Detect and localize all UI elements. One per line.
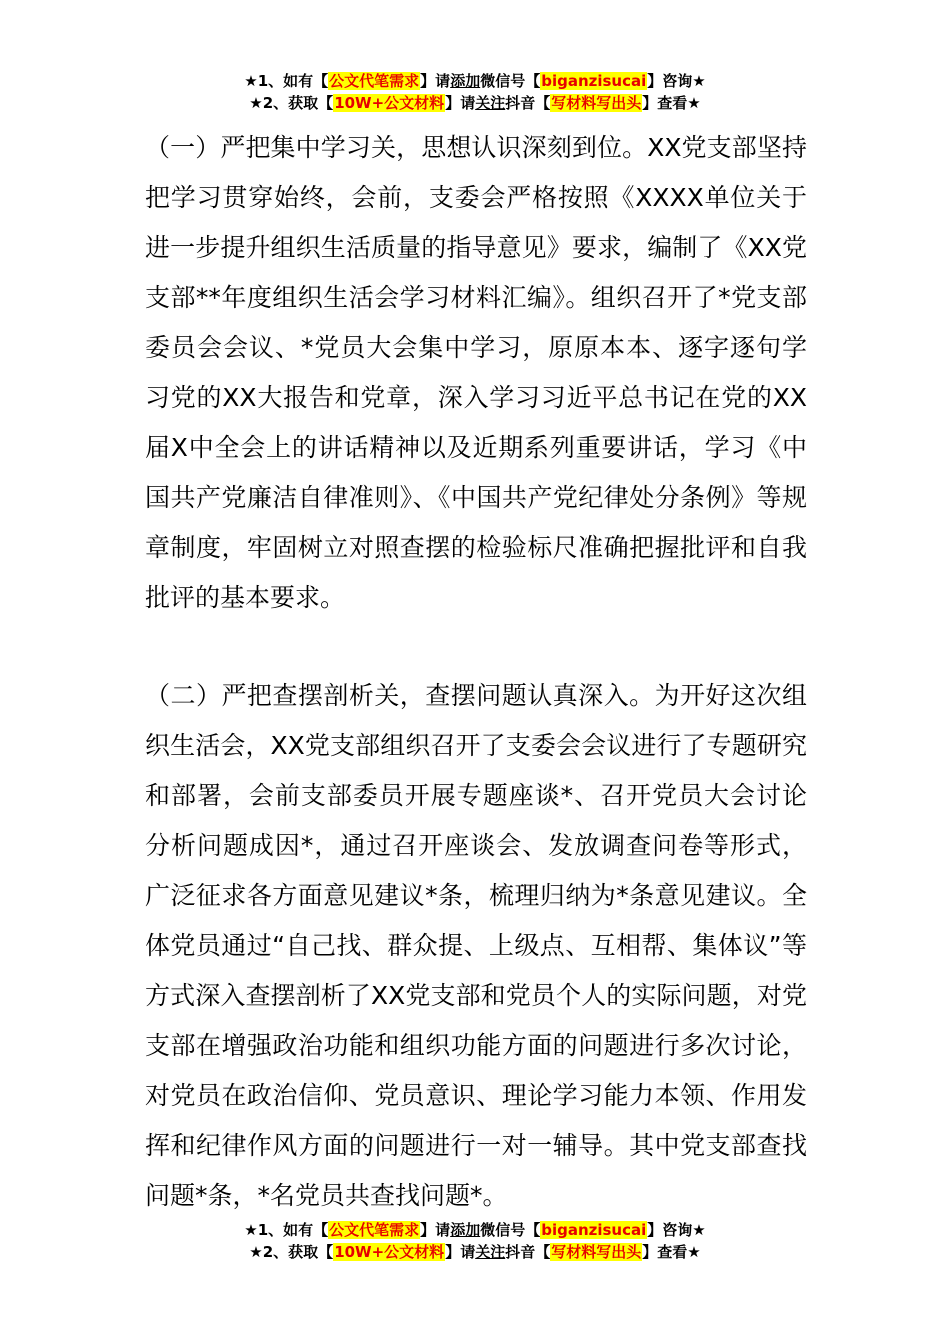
banner-text: 】咨询★	[647, 72, 706, 90]
header-banner	[0, 70, 950, 114]
banner-text: ★2、获取【	[249, 1243, 334, 1261]
banner-text: 】请	[420, 1221, 451, 1239]
banner-highlight: 公文代笔需求	[329, 72, 420, 90]
banner-text: 】咨询★	[647, 1221, 706, 1239]
banner-text: 微信号【	[480, 72, 541, 90]
document-body	[145, 123, 807, 1221]
banner-line-2	[0, 92, 950, 114]
banner-text: ★1、如有【	[244, 1221, 329, 1239]
banner-highlight: 公文代笔需求	[329, 1221, 420, 1239]
paragraph-2: （二）严把查摆剖析关，查摆问题认真深入。为开好这次组织生活会，XX党支部组织召开了支委会会议进行了专题研究和部署，会前支部委员开展专题座谈*、召开党员大会讨论分析问题成因*，通过召开座谈会、发放调查问卷等形式，广泛征求各方面意见建议*条，梳理归纳为*条意见建议。全体党员通过“自己找、群众提、上级点、互相帮、集体议”等方式深入查摆剖析了XX党支部和党员个人的实际问题，对党支部在增强政治功能和组织功能方面的问题进行多次讨论，对党员在政治信仰、党员意识、理论学习能力本领、作用发挥和纪律作风方面的问题进行一对一辅导。其中党支部查找问题*条，*名党员共查找问题*。	[145, 681, 807, 1210]
banner-text: ★2、获取【	[249, 94, 334, 112]
banner-text: 】查看★	[642, 1243, 701, 1261]
banner-highlight: biganzisucai	[541, 72, 647, 90]
paragraph-1: （一）严把集中学习关，思想认识深刻到位。XX党支部坚持把学习贯穿始终，会前，支委会严格按照《XXXX单位关于进一步提升组织生活质量的指导意见》要求，编制了《XX党支部**年度组织生活会学习材料汇编》。组织召开了*党支部委员会会议、*党员大会集中学习，原原本本、逐字逐句学习党的XX大报告和党章，深入学习习近平总书记在党的XX届X中全会上的讲话精神以及近期系列重要讲话，学习《中国共产党廉洁自律准则》、《中国共产党纪律处分条例》等规章制度，牢固树立对照查摆的检验标尺准确把握批评和自我批评的基本要求。	[145, 133, 807, 612]
banner-text: 】请	[445, 1243, 476, 1261]
banner-line-1	[0, 1219, 950, 1241]
banner-line-1	[0, 70, 950, 92]
banner-highlight: 写材料写出头	[551, 94, 642, 112]
banner-underlined-text: 关注	[475, 1243, 506, 1261]
banner-highlight: 10W+公文材料	[334, 94, 445, 112]
banner-text: 抖音【	[505, 1243, 551, 1261]
footer-banner	[0, 1219, 950, 1263]
banner-highlight: 10W+公文材料	[334, 1243, 445, 1261]
banner-highlight: biganzisucai	[541, 1221, 647, 1239]
banner-text: 】请	[445, 94, 476, 112]
banner-text: ★1、如有【	[244, 72, 329, 90]
banner-underlined-text: 添加	[450, 1221, 481, 1239]
banner-text: 微信号【	[480, 1221, 541, 1239]
banner-text: 抖音【	[505, 94, 551, 112]
banner-highlight: 写材料写出头	[551, 1243, 642, 1261]
banner-text: 】查看★	[642, 94, 701, 112]
banner-underlined-text: 关注	[475, 94, 506, 112]
banner-text: 】请	[420, 72, 451, 90]
banner-underlined-text: 添加	[450, 72, 481, 90]
banner-line-2	[0, 1241, 950, 1263]
